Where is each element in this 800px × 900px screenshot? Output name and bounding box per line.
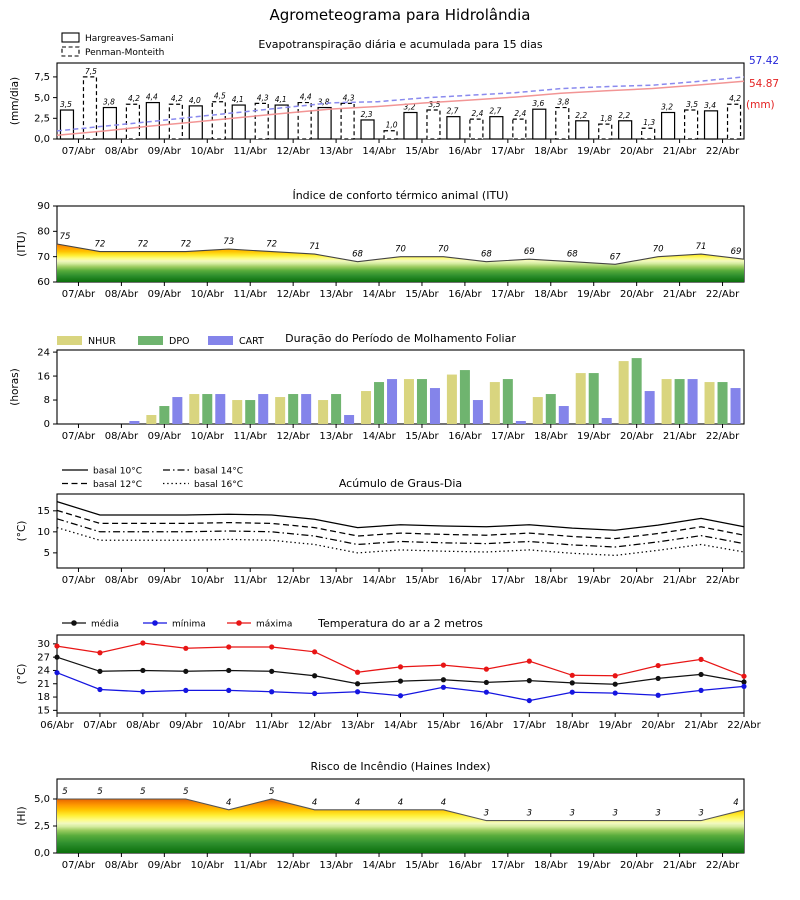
svg-text:80: 80	[37, 226, 50, 238]
svg-text:13/Abr: 13/Abr	[319, 860, 353, 871]
svg-text:72: 72	[137, 239, 149, 250]
svg-text:2,2: 2,2	[618, 110, 631, 120]
haines-area-series	[57, 787, 744, 853]
svg-text:12/Abr: 12/Abr	[276, 860, 310, 871]
svg-text:5,0: 5,0	[34, 92, 50, 104]
svg-text:68: 68	[566, 249, 578, 260]
svg-text:Penman-Monteith: Penman-Monteith	[85, 48, 165, 58]
svg-text:18/Abr: 18/Abr	[534, 860, 568, 871]
svg-text:20/Abr: 20/Abr	[641, 720, 675, 731]
panel-frame-Evapotranspi	[9, 63, 744, 157]
svg-text:07/Abr: 07/Abr	[61, 289, 96, 300]
fire-risk-title: Risco de Incêndio (Haines Index)	[310, 760, 491, 773]
svg-text:1,0: 1,0	[385, 120, 398, 130]
svg-text:4: 4	[311, 797, 318, 808]
svg-text:08/Abr: 08/Abr	[104, 860, 139, 871]
svg-text:16/Abr: 16/Abr	[448, 289, 482, 300]
svg-text:24: 24	[37, 347, 50, 359]
svg-text:4: 4	[440, 797, 447, 808]
svg-text:3,5: 3,5	[686, 100, 699, 110]
svg-text:19/Abr: 19/Abr	[577, 575, 611, 586]
svg-text:máxima: máxima	[256, 619, 293, 630]
svg-text:18: 18	[37, 692, 50, 704]
svg-text:4,3: 4,3	[256, 93, 269, 103]
svg-text:21/Abr: 21/Abr	[662, 431, 697, 442]
svg-text:(°C): (°C)	[16, 663, 28, 685]
svg-text:09/Abr: 09/Abr	[147, 431, 182, 442]
svg-text:13/Abr: 13/Abr	[319, 431, 353, 442]
svg-text:11/Abr: 11/Abr	[233, 146, 267, 157]
svg-text:11/Abr: 11/Abr	[233, 575, 267, 586]
svg-text:19/Abr: 19/Abr	[598, 720, 632, 731]
svg-text:16/Abr: 16/Abr	[448, 575, 482, 586]
svg-text:14/Abr: 14/Abr	[362, 431, 396, 442]
svg-text:15/Abr: 15/Abr	[405, 431, 439, 442]
svg-text:19/Abr: 19/Abr	[577, 146, 611, 157]
svg-text:67: 67	[609, 252, 621, 263]
svg-text:20/Abr: 20/Abr	[619, 289, 654, 300]
svg-text:1,3: 1,3	[643, 118, 656, 128]
svg-text:19/Abr: 19/Abr	[577, 431, 611, 442]
svg-text:16/Abr: 16/Abr	[448, 431, 482, 442]
svg-text:19/Abr: 19/Abr	[577, 289, 611, 300]
svg-text:09/Abr: 09/Abr	[147, 289, 182, 300]
svg-text:5,0: 5,0	[34, 794, 50, 806]
svg-text:18/Abr: 18/Abr	[534, 289, 568, 300]
evapotranspiration-bars	[60, 67, 741, 139]
svg-text:07/Abr: 07/Abr	[61, 860, 96, 871]
air-temperature-title: Temperatura do ar a 2 metros	[318, 617, 483, 630]
svg-text:70: 70	[438, 244, 449, 255]
svg-text:4,1: 4,1	[231, 95, 244, 105]
svg-text:20/Abr: 20/Abr	[619, 575, 654, 586]
svg-text:07/Abr: 07/Abr	[61, 431, 96, 442]
svg-text:71: 71	[695, 242, 707, 253]
svg-text:20/Abr: 20/Abr	[619, 431, 654, 442]
svg-text:5: 5	[43, 548, 50, 560]
svg-text:14/Abr: 14/Abr	[362, 575, 396, 586]
svg-text:09/Abr: 09/Abr	[147, 860, 182, 871]
svg-text:20/Abr: 20/Abr	[619, 860, 654, 871]
degree-days-title: Acúmulo de Graus-Dia	[338, 477, 463, 490]
svg-text:24: 24	[37, 665, 50, 677]
svg-text:2,4: 2,4	[514, 109, 527, 119]
svg-text:22/Abr: 22/Abr	[705, 860, 740, 871]
temperature-legend	[62, 619, 292, 630]
svg-text:3: 3	[526, 808, 533, 819]
svg-text:2,7: 2,7	[489, 106, 502, 116]
svg-text:14/Abr: 14/Abr	[383, 720, 418, 731]
svg-text:3: 3	[612, 808, 618, 819]
hargreaves-accumulated-total-label: 54.87	[749, 78, 780, 90]
svg-text:3,5: 3,5	[428, 100, 441, 110]
svg-text:NHUR: NHUR	[88, 336, 116, 347]
svg-text:3: 3	[569, 808, 575, 819]
leaf-wetness-title: Duração do Período de Molhamento Foliar	[285, 332, 516, 345]
evapotranspiration-title: Evapotranspiração diária e acumulada para 15 dias	[258, 38, 543, 51]
svg-text:3,4: 3,4	[704, 100, 716, 110]
svg-text:73: 73	[223, 237, 235, 248]
svg-text:15/Abr: 15/Abr	[426, 720, 461, 731]
itu-title: Índice de conforto térmico animal (ITU)	[292, 189, 509, 202]
svg-text:11/Abr: 11/Abr	[233, 431, 267, 442]
svg-text:08/Abr: 08/Abr	[126, 720, 160, 731]
svg-text:07/Abr: 07/Abr	[61, 575, 96, 586]
svg-text:70: 70	[652, 244, 664, 255]
svg-text:71: 71	[309, 242, 321, 253]
svg-text:09/Abr: 09/Abr	[147, 575, 182, 586]
svg-text:15: 15	[37, 506, 50, 518]
svg-text:4,5: 4,5	[213, 91, 226, 101]
svg-text:3: 3	[483, 808, 490, 819]
panel-frame-Índice de co	[16, 201, 744, 300]
itu-area-series	[57, 232, 744, 282]
svg-text:4: 4	[733, 797, 739, 808]
svg-text:4,3: 4,3	[342, 93, 355, 103]
svg-text:3,6: 3,6	[532, 99, 545, 109]
svg-text:08/Abr: 08/Abr	[104, 431, 139, 442]
svg-text:17/Abr: 17/Abr	[491, 860, 525, 871]
svg-text:5: 5	[140, 786, 146, 797]
svg-text:22/Abr: 22/Abr	[705, 575, 740, 586]
svg-text:21/Abr: 21/Abr	[662, 146, 697, 157]
svg-text:15/Abr: 15/Abr	[405, 575, 439, 586]
svg-text:30: 30	[37, 639, 50, 651]
svg-text:72: 72	[94, 239, 106, 250]
svg-text:70: 70	[395, 244, 406, 255]
svg-text:mínima: mínima	[172, 619, 206, 630]
svg-text:19/Abr: 19/Abr	[577, 860, 611, 871]
svg-text:3,8: 3,8	[317, 97, 330, 107]
svg-text:17/Abr: 17/Abr	[491, 431, 525, 442]
svg-text:70: 70	[37, 251, 50, 263]
svg-text:60: 60	[37, 277, 50, 289]
panel-frame-Temperatura	[16, 635, 762, 731]
svg-text:11/Abr: 11/Abr	[254, 720, 289, 731]
svg-text:4,2: 4,2	[729, 94, 741, 104]
svg-text:(°C): (°C)	[16, 520, 28, 542]
svg-text:7,5: 7,5	[85, 66, 97, 76]
leaf-wetness-legend	[57, 336, 264, 347]
svg-text:68: 68	[352, 249, 363, 260]
svg-text:basal 12°C: basal 12°C	[93, 480, 143, 490]
svg-text:4: 4	[226, 797, 232, 808]
svg-text:21: 21	[37, 678, 50, 690]
svg-text:22/Abr: 22/Abr	[705, 431, 740, 442]
svg-text:14/Abr: 14/Abr	[362, 146, 396, 157]
svg-text:2,7: 2,7	[446, 106, 459, 116]
panel-frame-Acúmulo de G	[16, 494, 744, 586]
svg-text:4: 4	[354, 797, 361, 808]
svg-text:18/Abr: 18/Abr	[555, 720, 589, 731]
svg-text:(horas): (horas)	[9, 368, 21, 406]
svg-text:(HI): (HI)	[16, 806, 28, 826]
svg-text:16/Abr: 16/Abr	[448, 146, 482, 157]
svg-text:2,4: 2,4	[471, 109, 484, 119]
svg-text:15/Abr: 15/Abr	[405, 289, 439, 300]
svg-text:18/Abr: 18/Abr	[534, 431, 568, 442]
svg-text:75: 75	[59, 232, 71, 242]
svg-text:22/Abr: 22/Abr	[727, 720, 761, 731]
svg-text:15/Abr: 15/Abr	[405, 146, 439, 157]
svg-text:08/Abr: 08/Abr	[104, 289, 139, 300]
svg-text:(mm/dia): (mm/dia)	[9, 76, 21, 126]
svg-text:5: 5	[62, 786, 68, 797]
svg-text:1,8: 1,8	[600, 114, 613, 124]
svg-text:3,5: 3,5	[60, 100, 72, 110]
penman-accumulated-total-label: 57.42	[749, 55, 780, 67]
svg-text:CART: CART	[239, 336, 264, 347]
svg-text:4,4: 4,4	[299, 92, 312, 102]
temperature-series	[54, 640, 746, 703]
svg-text:17/Abr: 17/Abr	[491, 146, 525, 157]
svg-text:16/Abr: 16/Abr	[469, 720, 504, 731]
svg-text:média: média	[91, 619, 120, 630]
svg-text:7,5: 7,5	[34, 72, 50, 84]
svg-text:3,2: 3,2	[403, 102, 416, 112]
svg-text:20/Abr: 20/Abr	[619, 146, 654, 157]
svg-text:21/Abr: 21/Abr	[662, 289, 697, 300]
svg-text:10: 10	[37, 527, 50, 539]
svg-text:basal 16°C: basal 16°C	[194, 480, 244, 490]
svg-text:90: 90	[37, 201, 50, 213]
svg-text:10/Abr: 10/Abr	[190, 860, 224, 871]
svg-text:17/Abr: 17/Abr	[512, 720, 547, 731]
svg-text:10/Abr: 10/Abr	[190, 431, 224, 442]
svg-text:12/Abr: 12/Abr	[297, 720, 332, 731]
svg-text:68: 68	[480, 249, 492, 260]
svg-text:18/Abr: 18/Abr	[534, 575, 568, 586]
svg-text:17/Abr: 17/Abr	[491, 575, 525, 586]
svg-text:12/Abr: 12/Abr	[276, 289, 310, 300]
svg-text:09/Abr: 09/Abr	[147, 146, 182, 157]
svg-text:2,5: 2,5	[34, 821, 50, 833]
svg-text:15: 15	[37, 705, 50, 717]
svg-text:16/Abr: 16/Abr	[448, 860, 482, 871]
svg-text:27: 27	[37, 652, 50, 664]
svg-text:10/Abr: 10/Abr	[190, 289, 224, 300]
svg-text:0,0: 0,0	[34, 134, 50, 146]
degree-days-series	[57, 502, 744, 556]
svg-text:3,2: 3,2	[661, 102, 674, 112]
svg-text:09/Abr: 09/Abr	[169, 720, 203, 731]
degree-days-legend	[62, 467, 243, 491]
svg-text:07/Abr: 07/Abr	[61, 146, 96, 157]
svg-text:08/Abr: 08/Abr	[104, 146, 139, 157]
svg-text:2,3: 2,3	[360, 109, 373, 119]
svg-text:2,2: 2,2	[575, 110, 588, 120]
svg-text:08/Abr: 08/Abr	[104, 575, 139, 586]
svg-text:21/Abr: 21/Abr	[684, 720, 718, 731]
svg-text:2,5: 2,5	[34, 113, 50, 125]
accumulated-lines	[57, 77, 744, 135]
svg-text:4,4: 4,4	[145, 92, 158, 102]
svg-text:21/Abr: 21/Abr	[662, 575, 697, 586]
svg-text:10/Abr: 10/Abr	[190, 146, 224, 157]
svg-text:17/Abr: 17/Abr	[491, 289, 525, 300]
svg-text:basal 10°C: basal 10°C	[93, 466, 143, 477]
svg-text:3,8: 3,8	[557, 97, 570, 107]
svg-text:16: 16	[37, 371, 50, 383]
svg-text:06/Abr: 06/Abr	[40, 720, 74, 731]
svg-text:13/Abr: 13/Abr	[319, 146, 353, 157]
svg-text:69: 69	[523, 247, 535, 258]
svg-text:0,0: 0,0	[34, 848, 50, 860]
svg-text:4,0: 4,0	[188, 95, 201, 105]
svg-text:11/Abr: 11/Abr	[233, 289, 267, 300]
svg-text:13/Abr: 13/Abr	[340, 720, 375, 731]
svg-text:(ITU): (ITU)	[16, 231, 28, 257]
svg-text:3,8: 3,8	[102, 97, 115, 107]
svg-text:0: 0	[43, 419, 50, 431]
leaf-wetness-bars	[129, 358, 740, 424]
svg-text:22/Abr: 22/Abr	[705, 289, 740, 300]
svg-text:12/Abr: 12/Abr	[276, 431, 310, 442]
svg-text:5: 5	[183, 786, 189, 797]
svg-text:07/Abr: 07/Abr	[83, 720, 117, 731]
svg-text:72: 72	[180, 239, 192, 250]
svg-text:72: 72	[266, 239, 278, 250]
svg-text:5: 5	[268, 786, 275, 797]
accumulated-unit-label: (mm)	[746, 99, 775, 111]
svg-text:12/Abr: 12/Abr	[276, 575, 310, 586]
svg-text:4,2: 4,2	[127, 94, 140, 104]
svg-text:21/Abr: 21/Abr	[662, 860, 697, 871]
svg-text:DPO: DPO	[169, 336, 190, 347]
svg-text:Hargreaves-Samani: Hargreaves-Samani	[85, 34, 174, 44]
svg-text:3: 3	[698, 808, 704, 819]
figure-title: Agrometeograma para Hidrolândia	[269, 6, 531, 24]
svg-text:13/Abr: 13/Abr	[319, 575, 353, 586]
svg-text:8: 8	[43, 395, 50, 407]
svg-text:69: 69	[730, 247, 742, 258]
svg-text:14/Abr: 14/Abr	[362, 289, 396, 300]
svg-text:10/Abr: 10/Abr	[212, 720, 246, 731]
svg-text:4: 4	[397, 797, 404, 808]
svg-text:18/Abr: 18/Abr	[534, 146, 568, 157]
svg-text:4,1: 4,1	[274, 95, 287, 105]
svg-text:3: 3	[655, 808, 661, 819]
svg-text:15/Abr: 15/Abr	[405, 860, 439, 871]
svg-text:12/Abr: 12/Abr	[276, 146, 310, 157]
svg-text:14/Abr: 14/Abr	[362, 860, 396, 871]
svg-text:13/Abr: 13/Abr	[319, 289, 353, 300]
svg-text:10/Abr: 10/Abr	[190, 575, 224, 586]
svg-text:22/Abr: 22/Abr	[705, 146, 740, 157]
svg-text:5: 5	[97, 786, 103, 797]
svg-text:11/Abr: 11/Abr	[233, 860, 267, 871]
svg-text:4,2: 4,2	[170, 94, 183, 104]
svg-text:basal 14°C: basal 14°C	[194, 466, 244, 477]
evapotranspiration-legend	[62, 33, 174, 58]
